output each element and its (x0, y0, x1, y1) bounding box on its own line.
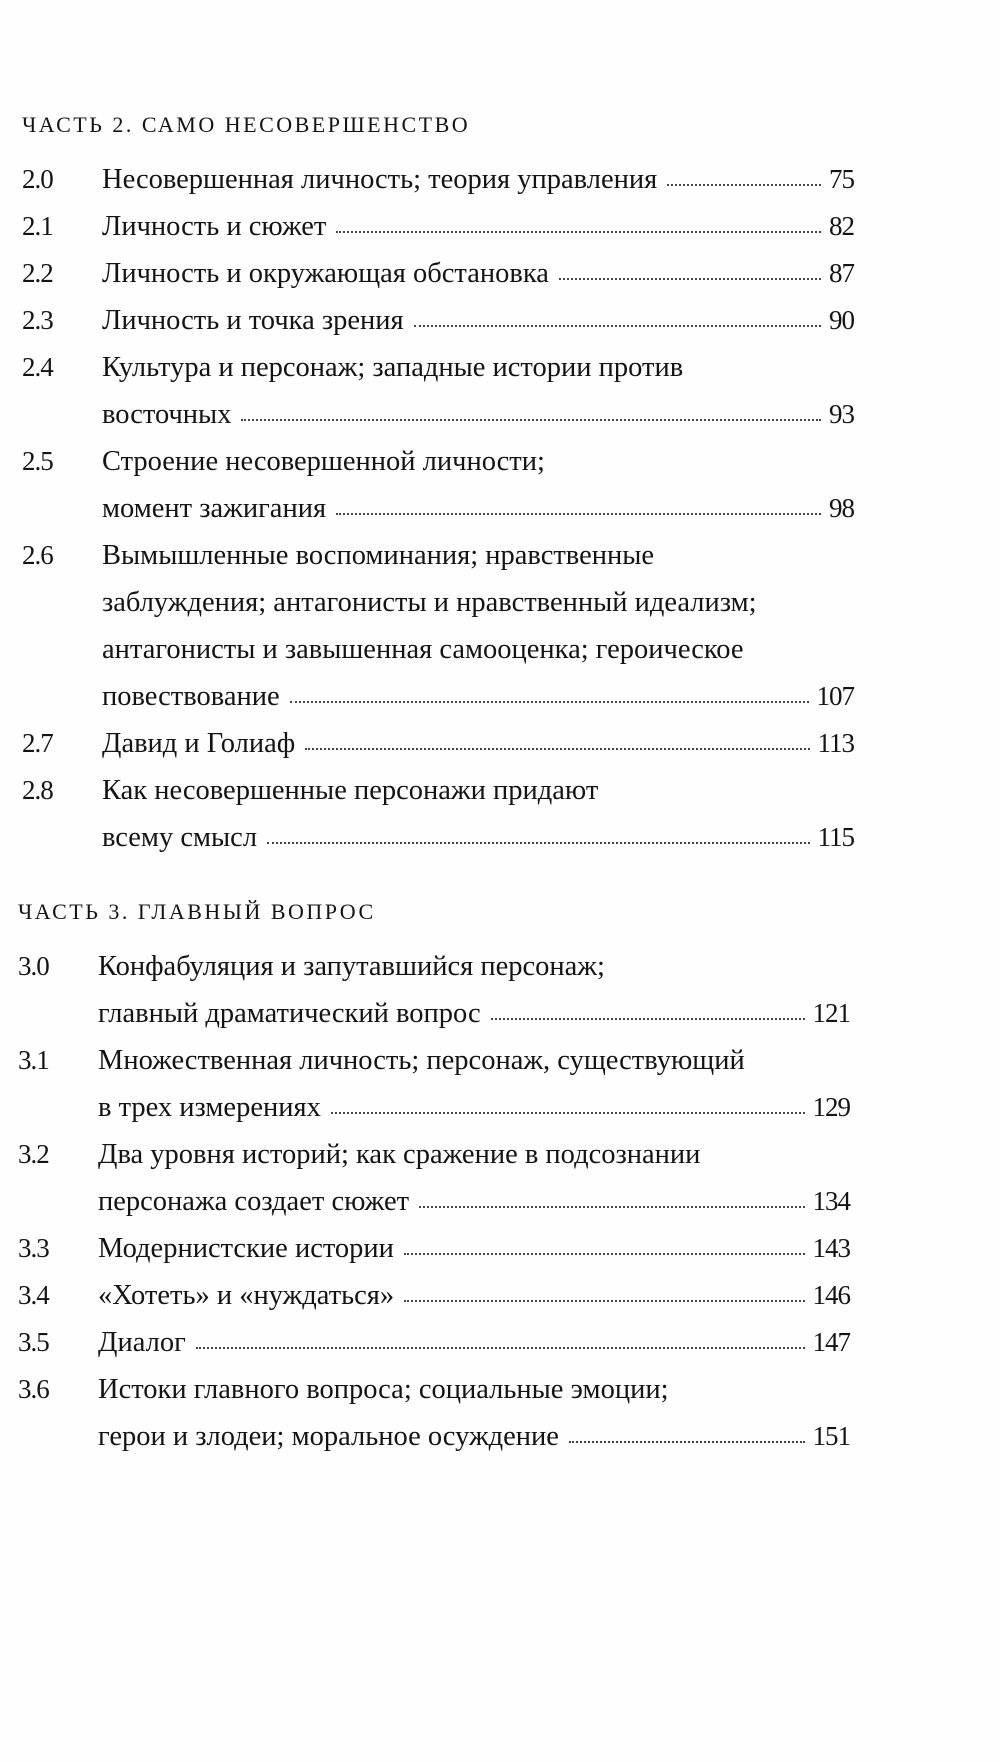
toc-entry[interactable] (22, 156, 1000, 203)
entry-title-text: повествование (102, 681, 280, 712)
entry-title-text: заблуждения; антагонисты и нравственный идеализм; (102, 587, 757, 618)
entry-title-line (102, 626, 854, 673)
entry-body (98, 1366, 850, 1460)
entry-title-line (102, 532, 854, 579)
entry-number: 3.3 (18, 1233, 49, 1263)
part-3-title: ЧАСТЬ 3. ГЛАВНЫЙ ВОПРОС (18, 899, 376, 924)
toc-entry[interactable] (22, 297, 1000, 344)
page-number: 90 (829, 305, 854, 335)
dot-leader (267, 842, 809, 844)
entry-title-line (102, 391, 854, 438)
entry-title-text: в трех измерениях (98, 1092, 321, 1123)
entry-title-line (98, 1319, 850, 1366)
entry-number: 2.5 (22, 446, 53, 476)
toc-entry[interactable] (22, 250, 1000, 297)
toc-entry[interactable] (22, 532, 1000, 720)
page-number: 143 (812, 1233, 850, 1263)
entry-title-text: момент зажигания (102, 493, 327, 524)
entry-title-line (102, 250, 854, 297)
entry-title-line (98, 1272, 850, 1319)
entry-title-line (102, 344, 854, 391)
entry-body (98, 1037, 850, 1131)
entry-title-text: антагонисты и завышенная самооценка; героическое (102, 634, 744, 665)
page-number: 87 (829, 258, 854, 288)
entry-title-line (98, 1084, 850, 1131)
dot-leader (305, 748, 809, 750)
entry-title-text: восточных (102, 399, 232, 430)
toc-entry[interactable] (18, 1131, 1000, 1225)
entry-title-text: Множественная личность; персонаж, существующий (98, 1045, 745, 1076)
entry-number: 3.2 (18, 1139, 49, 1169)
entry-title-line (98, 943, 850, 990)
entry-number: 2.1 (22, 211, 53, 241)
entry-title-text: Личность и окружающая обстановка (102, 258, 549, 289)
entry-number: 2.2 (22, 258, 53, 288)
entry-title-text: всему смысл (102, 822, 258, 853)
entry-body (102, 438, 854, 532)
toc-entry[interactable] (18, 1366, 1000, 1460)
entry-body (102, 344, 854, 438)
entry-title-line (102, 297, 854, 344)
entry-body (98, 1225, 850, 1272)
toc-entry[interactable] (22, 344, 1000, 438)
entry-title-line (98, 1131, 850, 1178)
entry-title-text: Истоки главного вопроса; социальные эмоции; (98, 1374, 669, 1405)
entry-title-text: Конфабуляция и запутавшийся персонаж; (98, 951, 605, 982)
toc-entry[interactable] (22, 720, 1000, 767)
entry-number: 2.3 (22, 305, 53, 335)
entry-body (102, 203, 854, 250)
dot-leader (404, 1300, 804, 1302)
entry-title-text: «Хотеть» и «нуждаться» (98, 1280, 395, 1311)
entry-body (102, 532, 854, 720)
entry-title-line (98, 1225, 850, 1272)
entry-number: 2.0 (22, 164, 53, 194)
toc-entry[interactable] (18, 1225, 1000, 1272)
entry-body (98, 1319, 850, 1366)
page-number: 147 (812, 1327, 850, 1357)
entry-title-text: Личность и точка зрения (102, 305, 404, 336)
toc-entry[interactable] (18, 1272, 1000, 1319)
entry-title-line (98, 1037, 850, 1084)
toc-entry[interactable] (18, 1319, 1000, 1366)
toc-entry[interactable] (22, 203, 1000, 250)
dot-leader (290, 701, 809, 703)
dot-leader (331, 1112, 805, 1114)
dot-leader (419, 1206, 804, 1208)
entry-title-text: Диалог (98, 1327, 186, 1358)
part-2-entries (22, 156, 1000, 861)
entry-title-line (102, 156, 854, 203)
entry-number: 2.8 (22, 775, 53, 805)
page-number: 82 (829, 211, 854, 241)
entry-number: 3.6 (18, 1374, 49, 1404)
entry-number: 3.0 (18, 951, 49, 981)
entry-number: 3.1 (18, 1045, 49, 1075)
entry-number: 2.6 (22, 540, 53, 570)
page-number: 115 (817, 822, 854, 852)
entry-title-text: персонажа создает сюжет (98, 1186, 410, 1217)
entry-title-line (102, 673, 854, 720)
page-number: 75 (829, 164, 854, 194)
entry-title-line (98, 1178, 850, 1225)
toc-entry[interactable] (22, 767, 1000, 861)
entry-body (102, 720, 854, 767)
part-3-entries (18, 943, 1000, 1460)
entry-body (98, 1131, 850, 1225)
toc-entry[interactable] (22, 438, 1000, 532)
dot-leader (196, 1347, 805, 1349)
dot-leader (404, 1253, 805, 1255)
page-number: 93 (829, 399, 854, 429)
entry-title-line (102, 767, 854, 814)
entry-body (102, 297, 854, 344)
page-number: 146 (812, 1280, 850, 1310)
entry-title-text: Культура и персонаж; западные истории против (102, 352, 684, 383)
entry-number: 3.5 (18, 1327, 49, 1357)
dot-leader (491, 1018, 805, 1020)
entry-title-line (98, 1366, 850, 1413)
page-number: 134 (812, 1186, 850, 1216)
entry-body (102, 250, 854, 297)
entry-title-text: Вымышленные воспоминания; нравственные (102, 540, 655, 571)
dot-leader (559, 278, 821, 280)
dot-leader (414, 325, 821, 327)
dot-leader (336, 513, 821, 515)
entry-title-line (102, 579, 854, 626)
page-number: 129 (812, 1092, 850, 1122)
page-number: 107 (816, 681, 854, 711)
page-number: 151 (812, 1421, 850, 1451)
page-number: 121 (812, 998, 850, 1028)
entry-body (98, 943, 850, 1037)
entry-title-text: главный драматический вопрос (98, 998, 481, 1029)
entry-number: 3.4 (18, 1280, 49, 1310)
entry-title-line (102, 720, 854, 767)
page-number: 98 (829, 493, 854, 523)
entry-title-text: Личность и сюжет (102, 211, 327, 242)
entry-number: 2.4 (22, 352, 53, 382)
entry-title-text: герои и злодеи; моральное осуждение (98, 1421, 559, 1452)
entry-body (98, 1272, 850, 1319)
entry-title-text: Строение несовершенной личности; (102, 446, 545, 477)
dot-leader (241, 419, 821, 421)
toc-entry[interactable] (18, 943, 1000, 1037)
entry-title-line (102, 485, 854, 532)
entry-title-line (102, 438, 854, 485)
entry-title-text: Несовершенная личность; теория управления (102, 164, 658, 195)
entry-title-line (98, 1413, 850, 1460)
dot-leader (667, 184, 821, 186)
entry-title-text: Как несовершенные персонажи придают (102, 775, 599, 806)
entry-title-text: Модернистские истории (98, 1233, 394, 1264)
toc-entry[interactable] (18, 1037, 1000, 1131)
dot-leader (569, 1441, 805, 1443)
entry-title-line (102, 203, 854, 250)
entry-title-text: Давид и Голиаф (102, 728, 296, 759)
entry-body (102, 156, 854, 203)
entry-title-line (102, 814, 854, 861)
part-2-title: ЧАСТЬ 2. САМО НЕСОВЕРШЕНСТВО (22, 112, 471, 137)
entry-title-line (98, 990, 850, 1037)
entry-number: 2.7 (22, 728, 53, 758)
page-number: 113 (817, 728, 854, 758)
entry-body (102, 767, 854, 861)
dot-leader (336, 231, 821, 233)
entry-title-text: Два уровня историй; как сражение в подсознании (98, 1139, 701, 1170)
